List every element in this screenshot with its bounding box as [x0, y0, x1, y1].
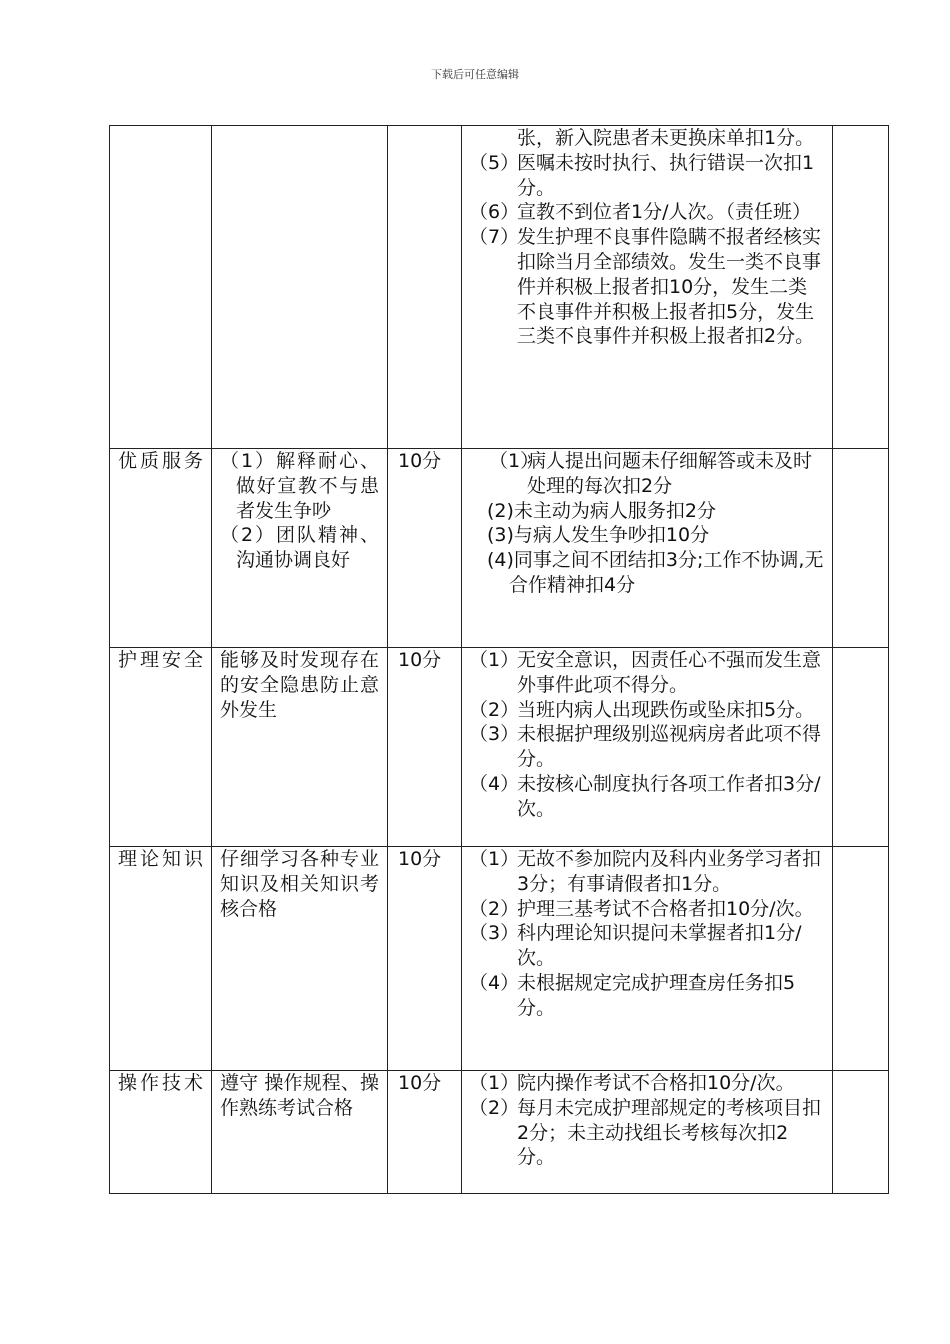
- items-cell: [462, 1071, 833, 1194]
- item-number: （1）: [469, 848, 520, 870]
- item-number: （2）: [469, 1096, 520, 1119]
- item-text: 发生护理不良事件隐瞒不报者经核实扣除当月全部绩效。发生一类不良事件并积极上报者扣10分，发生二类不良事件并积极上报者扣5分，发生三类不良事件并积极上报者扣2分。: [517, 226, 822, 348]
- remark-cell: [833, 449, 889, 648]
- remark-cell: [833, 648, 889, 847]
- item-number: （5）: [469, 151, 520, 174]
- item-number: （1）: [469, 649, 520, 671]
- item-number: (4): [487, 549, 514, 572]
- item-number: (2): [487, 499, 514, 522]
- items-cell: [462, 648, 833, 847]
- item-text: 院内操作考试不合格扣10分/次。: [517, 1072, 795, 1094]
- standard-text: 能够及时发现存在的安全隐患防止意外发生: [220, 649, 379, 721]
- item-number: （1）: [469, 1072, 520, 1094]
- item-number: （3）: [469, 723, 520, 746]
- category-cell: 护理安全: [110, 648, 212, 847]
- points-cell: [388, 126, 462, 449]
- item-number: （6）: [469, 201, 520, 224]
- category-cell: 操作技术: [110, 1071, 212, 1194]
- page-header: 下载后可任意编辑: [431, 68, 519, 81]
- item-text: 与病人发生争吵扣10分: [513, 524, 710, 547]
- points-cell: 10分: [388, 847, 462, 1071]
- item-text: 医嘱未按时执行、执行错误一次扣1分。: [517, 151, 815, 199]
- remark-cell: [833, 1071, 889, 1194]
- standard-cell: [212, 126, 388, 449]
- standard-cell: [212, 449, 388, 648]
- points-cell: 10分: [388, 449, 462, 648]
- item-text: 当班内病人出现跌伤或坠床扣5分。: [517, 698, 815, 721]
- items-cell: [462, 126, 833, 449]
- standard-text: （1）解释耐心、做好宣教不与患者发生争吵: [220, 450, 379, 522]
- table-row: [110, 449, 889, 648]
- item-text: 无故不参加院内及科内业务学习者扣3分；有事请假者扣1分。: [517, 848, 822, 895]
- item-text: 未按核心制度执行各项工作者扣3分/次。: [517, 772, 821, 820]
- items-cell: [462, 847, 833, 1071]
- item-text: 每月未完成护理部规定的考核项目扣2分；未主动找组长考核每次扣2分。: [517, 1096, 822, 1169]
- category-cell: 优质服务: [110, 449, 212, 648]
- item-number: （3）: [469, 922, 520, 945]
- table-row: [110, 847, 889, 1071]
- items-cell: [462, 449, 833, 648]
- table-row: [110, 648, 889, 847]
- standard-text: 遵守 操作规程、操作熟练考试合格: [220, 1072, 379, 1119]
- table-row: [110, 1071, 889, 1194]
- item-number: （2）: [469, 698, 520, 721]
- item-text: 同事之间不团结扣3分;工作不协调,无合作精神扣4分: [509, 549, 824, 596]
- item-text: 未根据规定完成护理查房任务扣5分。: [517, 971, 796, 1019]
- item-text: 未根据护理级别巡视病房者此项不得分。: [517, 723, 822, 771]
- standard-cell: [212, 847, 388, 1071]
- item-number: （1）: [489, 450, 540, 472]
- standard-cell: [212, 648, 388, 847]
- item-number: （2）: [469, 897, 520, 920]
- points-cell: 10分: [388, 1071, 462, 1194]
- item-text: 未主动为病人服务扣2分: [513, 499, 717, 522]
- category-cell: 理论知识: [110, 847, 212, 1071]
- remark-cell: [833, 126, 889, 449]
- category-cell: [110, 126, 212, 449]
- item-number: （4）: [469, 971, 520, 994]
- item-number: （7）: [469, 226, 520, 249]
- item-text: 护理三基考试不合格者扣10分/次。: [517, 897, 814, 920]
- assessment-table: [109, 125, 889, 1194]
- standard-text: 仔细学习各种专业知识及相关知识考核合格: [220, 848, 379, 920]
- remark-cell: [833, 847, 889, 1071]
- item-text: 张，新入院患者未更换床单扣1分。: [517, 127, 815, 149]
- standard-text: （2）团队精神、沟通协调良好: [220, 524, 379, 572]
- item-number: (3): [487, 524, 514, 547]
- item-number: （4）: [469, 772, 520, 795]
- item-text: 科内理论知识提问未掌握者扣1分/次。: [517, 922, 802, 970]
- points-cell: 10分: [388, 648, 462, 847]
- table-row: [110, 126, 889, 449]
- standard-cell: [212, 1071, 388, 1194]
- item-text: 宣教不到位者1分/人次。（责任班）: [517, 201, 811, 224]
- item-text: 病人提出问题未仔细解答或未及时处理的每次扣2分: [527, 450, 813, 497]
- item-text: 无安全意识，因责任心不强而发生意外事件此项不得分。: [517, 649, 822, 696]
